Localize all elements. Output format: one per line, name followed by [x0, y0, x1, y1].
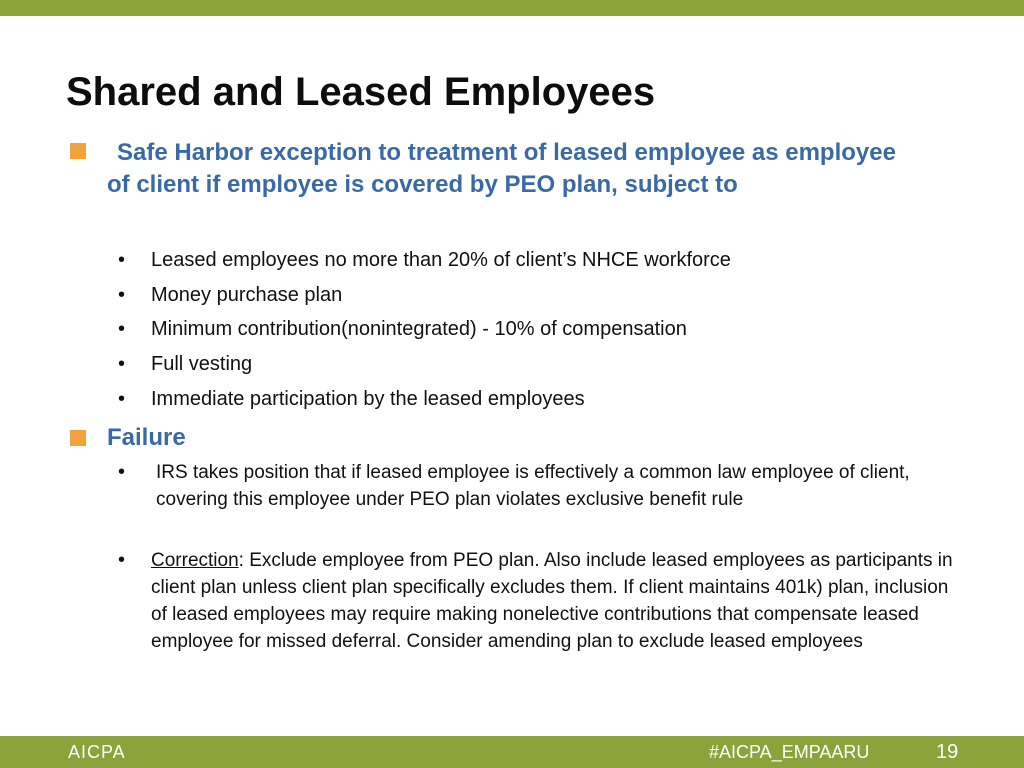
bullet-dot-icon: • [118, 249, 126, 271]
bullet-item: Full vesting [151, 353, 253, 375]
aicpa-logo: AICPA [68, 742, 126, 762]
square-bullet-icon [70, 430, 86, 446]
footer-hashtag: #AICPA_EMPAARU [709, 742, 870, 762]
top-accent-bar [0, 0, 1024, 16]
safe-harbor-heading: Safe Harbor exception to treatment of leased employee as employee of client if employee is covered by PEO plan, subject to [107, 139, 896, 198]
bullet-dot-icon: • [118, 318, 126, 340]
bullet-item: Immediate participation by the leased employees [151, 388, 585, 410]
slide-title: Shared and Leased Employees [66, 70, 656, 114]
bullet-dot-icon: • [118, 353, 126, 375]
square-bullet-icon [70, 143, 86, 159]
bullet-dot-icon: • [118, 388, 126, 410]
bullet-dot-icon: • [118, 284, 126, 306]
bullet-item: Leased employees no more than 20% of client’s NHCE workforce [151, 249, 731, 271]
bullet-item: Money purchase plan [151, 284, 343, 306]
correction-text: : Exclude employee from PEO plan. Also include leased employees as participants in client plan unless client plan specifically excludes them. If client maintains 401k) plan, inclusion of leased employees may require making nonelective contributions that compensate leased employee for missed deferral. Consider amending plan to exclude leased employees [151, 550, 953, 652]
page-number: 19 [936, 741, 959, 763]
irs-position-bullet: IRS takes position that if leased employee is effectively a common law employee of client, covering this employee under PEO plan violates exclusive benefit rule [156, 462, 910, 510]
bullet-dot-icon: • [118, 461, 126, 483]
correction-bullet [151, 547, 961, 655]
correction-label: Correction [151, 550, 239, 571]
bullet-item: Minimum contribution(nonintegrated) - 10% of compensation [151, 318, 687, 340]
bullet-dot-icon: • [118, 549, 126, 571]
footer-bar [0, 736, 1024, 768]
failure-heading: Failure [107, 424, 186, 451]
